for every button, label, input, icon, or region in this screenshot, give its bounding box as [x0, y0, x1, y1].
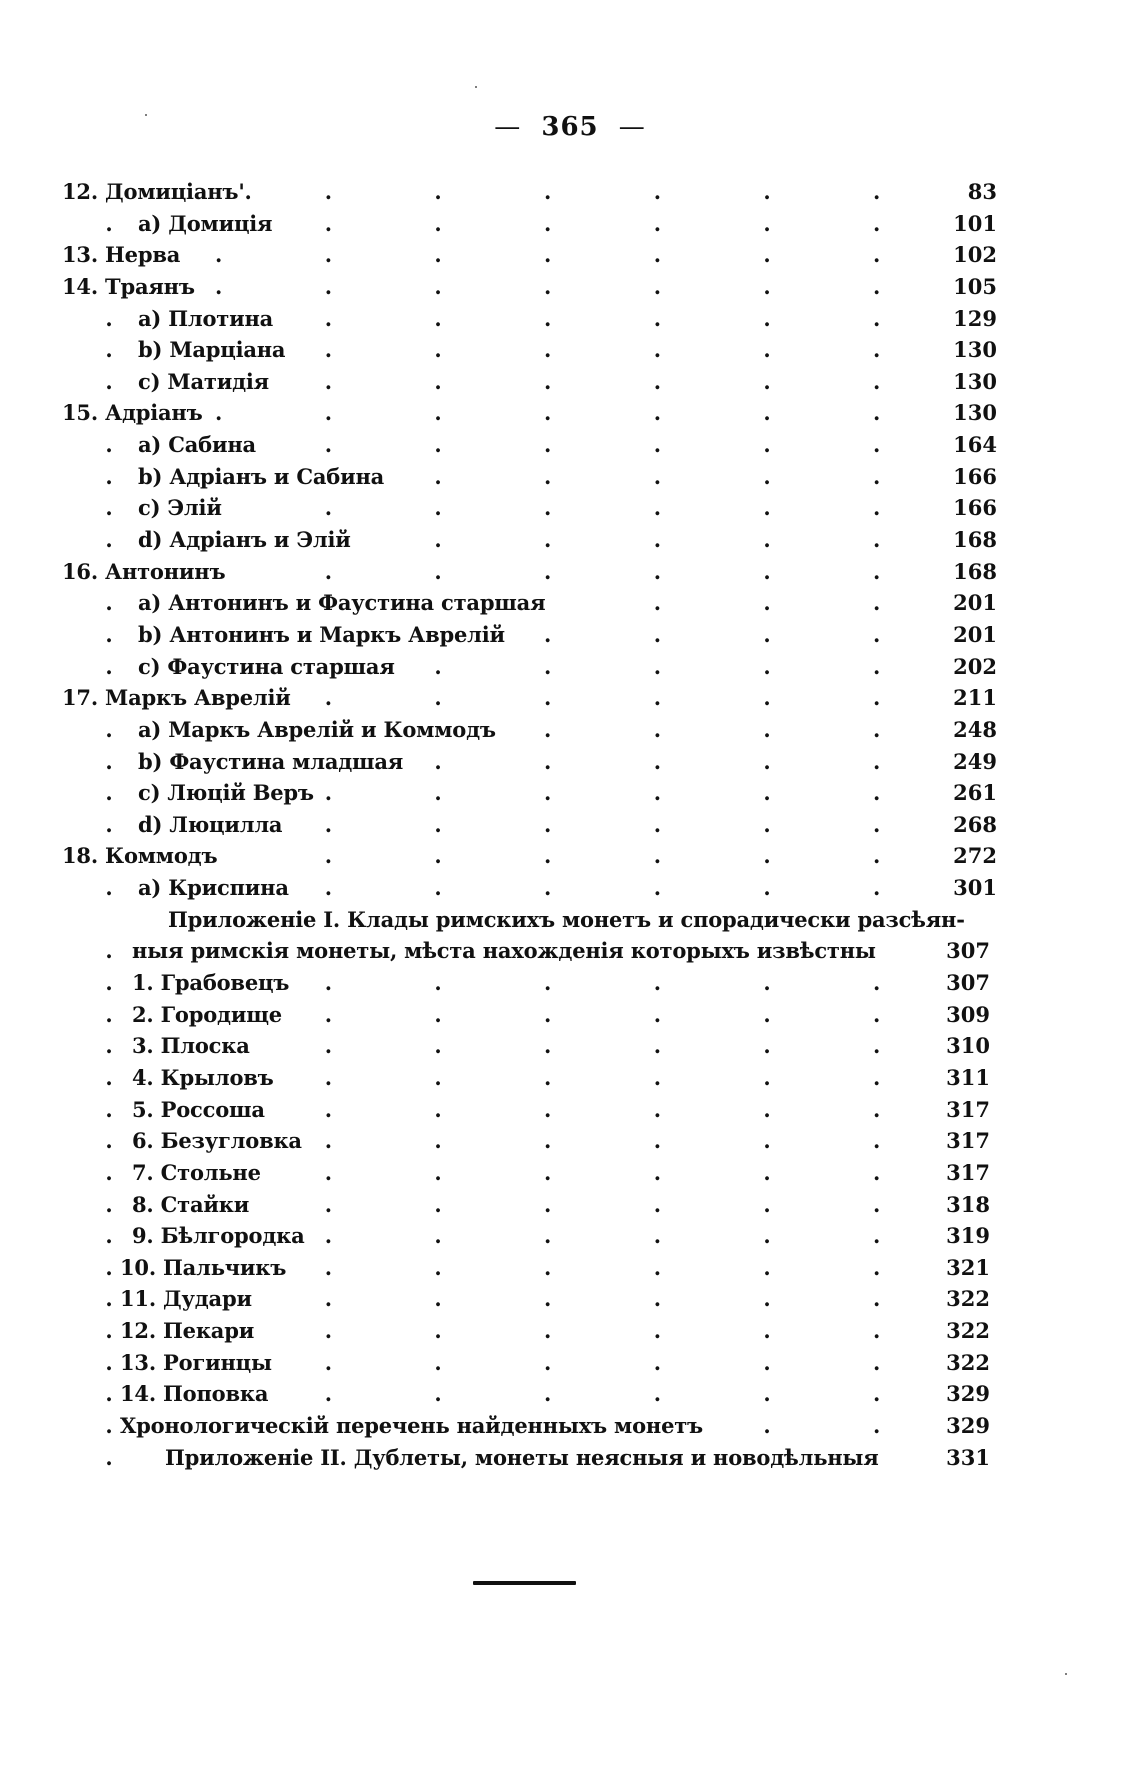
toc-entry [0, 1410, 1140, 1442]
toc-entry-title: 14. Поповка [120, 1378, 274, 1410]
toc-entry [0, 1125, 1140, 1157]
toc-entry-page: 130 [947, 397, 997, 429]
toc-entry-title: a) Маркъ Аврелій и Коммодъ [138, 714, 502, 746]
toc-entry-title: Приложеніе I. Клады римскихъ монетъ и спорадически разсѣян- [168, 904, 971, 936]
toc-entry-title: 6. Безугловка [132, 1125, 308, 1157]
toc-entry-page: 321 [940, 1252, 990, 1284]
toc-entry-title: c) Люцій Веръ [138, 777, 320, 809]
toc-entry-page: 329 [940, 1410, 990, 1442]
toc-entry-page: 130 [947, 334, 997, 366]
toc-entry [0, 1157, 1140, 1189]
dot-leader [62, 271, 990, 303]
toc-entry-page: 317 [940, 1157, 990, 1189]
toc-entry-title: 12. Домиціанъ'. [62, 176, 258, 208]
toc-entry-title: 12. Пекари [120, 1315, 260, 1347]
toc-entry [0, 904, 1140, 936]
toc-entry-title: c) Матидія [138, 366, 275, 398]
toc-entry-title: Приложеніе II. Дублеты, монеты неясныя и новодѣльныя [165, 1442, 885, 1474]
page-number-header [0, 112, 1140, 142]
toc-entry-title: c) Фаустина старшая [138, 651, 401, 683]
toc-entry [0, 872, 1140, 904]
toc-entry [0, 556, 1140, 588]
toc-entry [0, 492, 1140, 524]
toc-entry [0, 1094, 1140, 1126]
toc-entry-title: Хронологическій перечень найденныхъ монетъ [120, 1410, 709, 1442]
toc-entry-title: 10. Пальчикъ [120, 1252, 292, 1284]
toc-entry-page: 318 [940, 1189, 990, 1221]
toc-entry-title: 7. Стольне [132, 1157, 267, 1189]
toc-entry [0, 1189, 1140, 1221]
toc-entry-title: b) Антонинъ и Маркъ Аврелій [138, 619, 511, 651]
toc-entry-page: 317 [940, 1094, 990, 1126]
toc-entry-page: 201 [947, 587, 997, 619]
toc-entry-title: 1. Грабовецъ [132, 967, 295, 999]
toc-entry-page: 322 [940, 1315, 990, 1347]
toc-entry [0, 999, 1140, 1031]
toc-entry-page: 301 [947, 872, 997, 904]
toc-entry [0, 1347, 1140, 1379]
toc-entry-title: a) Плотина [138, 303, 279, 335]
toc-entry [0, 619, 1140, 651]
toc-entry-page: 201 [947, 619, 997, 651]
toc-entry [0, 334, 1140, 366]
toc-entry-page: 319 [940, 1220, 990, 1252]
toc-entry-page: 202 [947, 651, 997, 683]
toc-entry-page: 309 [940, 999, 990, 1031]
toc-entry-page: 211 [947, 682, 997, 714]
toc-entry-page: 249 [947, 746, 997, 778]
toc-entry-page: 331 [940, 1442, 990, 1474]
toc-entry [0, 176, 1140, 208]
toc-entry-page: 329 [940, 1378, 990, 1410]
toc-entry-title: 18. Коммодъ [62, 840, 223, 872]
toc-entry [0, 1378, 1140, 1410]
toc-entry-title: 13. Нерва [62, 239, 186, 271]
toc-entry-title: 4. Крыловъ [132, 1062, 280, 1094]
toc-entry [0, 809, 1140, 841]
toc-entry [0, 651, 1140, 683]
page-speck [475, 86, 477, 88]
toc-entry-page: 166 [947, 461, 997, 493]
toc-entry [0, 397, 1140, 429]
toc-entry [0, 746, 1140, 778]
toc-entry-page: 102 [947, 239, 997, 271]
toc-entry-page: 164 [947, 429, 997, 461]
toc-entry [0, 682, 1140, 714]
toc-entry-title: a) Домиція [138, 208, 278, 240]
toc-entry [0, 239, 1140, 271]
toc-entry-title: 15. Адріанъ [62, 397, 209, 429]
toc-entry-page: 83 [962, 176, 997, 208]
toc-entry-page: 261 [947, 777, 997, 809]
header-dash-right: — [618, 112, 646, 142]
toc-entry [0, 1030, 1140, 1062]
dot-leader [62, 239, 990, 271]
toc-entry-title: 2. Городище [132, 999, 288, 1031]
toc-entry [0, 303, 1140, 335]
toc-entry [0, 777, 1140, 809]
toc-entry-title: 17. Маркъ Аврелій [62, 682, 297, 714]
toc-entry-title: ныя римскія монеты, мѣста нахожденія которыхъ извѣстны [132, 935, 882, 967]
toc-entry-title: a) Сабина [138, 429, 262, 461]
toc-entry-page: 272 [947, 840, 997, 872]
toc-entry-title: a) Криспина [138, 872, 295, 904]
toc-entry [0, 714, 1140, 746]
closing-rule [473, 1581, 576, 1585]
toc-entry [0, 1442, 1140, 1474]
toc-entry-page: 307 [940, 967, 990, 999]
toc-entry-page: 268 [947, 809, 997, 841]
toc-entry [0, 1062, 1140, 1094]
toc-entry-page: 168 [947, 556, 997, 588]
toc-entry-title: 8. Стайки [132, 1189, 255, 1221]
toc-entry [0, 1252, 1140, 1284]
toc-entry-title: a) Антонинъ и Фаустина старшая [138, 587, 551, 619]
toc-entry-title: 14. Траянъ [62, 271, 201, 303]
toc-entry [0, 587, 1140, 619]
toc-entry-page: 322 [940, 1283, 990, 1315]
table-of-contents [0, 176, 1140, 1473]
toc-entry [0, 461, 1140, 493]
toc-entry-title: 9. Бѣлгородка [132, 1220, 311, 1252]
toc-entry-title: 3. Плоска [132, 1030, 256, 1062]
toc-entry [0, 429, 1140, 461]
toc-entry-title: 16. Антонинъ [62, 556, 231, 588]
toc-entry-page: 248 [947, 714, 997, 746]
toc-entry-page: 105 [947, 271, 997, 303]
toc-entry-page: 317 [940, 1125, 990, 1157]
toc-entry [0, 208, 1140, 240]
toc-entry [0, 967, 1140, 999]
toc-entry [0, 271, 1140, 303]
toc-entry-page: 168 [947, 524, 997, 556]
toc-entry-page: 311 [940, 1062, 990, 1094]
toc-entry-page: 322 [940, 1347, 990, 1379]
toc-entry-page: 130 [947, 366, 997, 398]
toc-entry-page: 310 [940, 1030, 990, 1062]
toc-entry-title: d) Люцилла [138, 809, 288, 841]
toc-entry [0, 1283, 1140, 1315]
page-number: 365 [541, 112, 599, 142]
toc-entry-page: 129 [947, 303, 997, 335]
toc-entry-title: b) Фаустина младшая [138, 746, 409, 778]
toc-entry [0, 524, 1140, 556]
toc-entry-title: b) Адріанъ и Сабина [138, 461, 390, 493]
toc-entry-title: 5. Россоша [132, 1094, 271, 1126]
toc-entry-page: 307 [940, 935, 990, 967]
toc-entry [0, 366, 1140, 398]
toc-entry [0, 840, 1140, 872]
toc-entry [0, 935, 1140, 967]
toc-entry-title: b) Марціана [138, 334, 291, 366]
toc-entry-page: 101 [947, 208, 997, 240]
toc-entry-title: d) Адріанъ и Элій [138, 524, 357, 556]
toc-entry [0, 1220, 1140, 1252]
header-dash-left: — [494, 112, 522, 142]
toc-entry-title: 13. Рогинцы [120, 1347, 278, 1379]
toc-entry-page: 166 [947, 492, 997, 524]
toc-entry [0, 1315, 1140, 1347]
toc-entry-title: 11. Дудари [120, 1283, 258, 1315]
toc-entry-title: c) Элій [138, 492, 228, 524]
page-speck [1065, 1673, 1067, 1675]
